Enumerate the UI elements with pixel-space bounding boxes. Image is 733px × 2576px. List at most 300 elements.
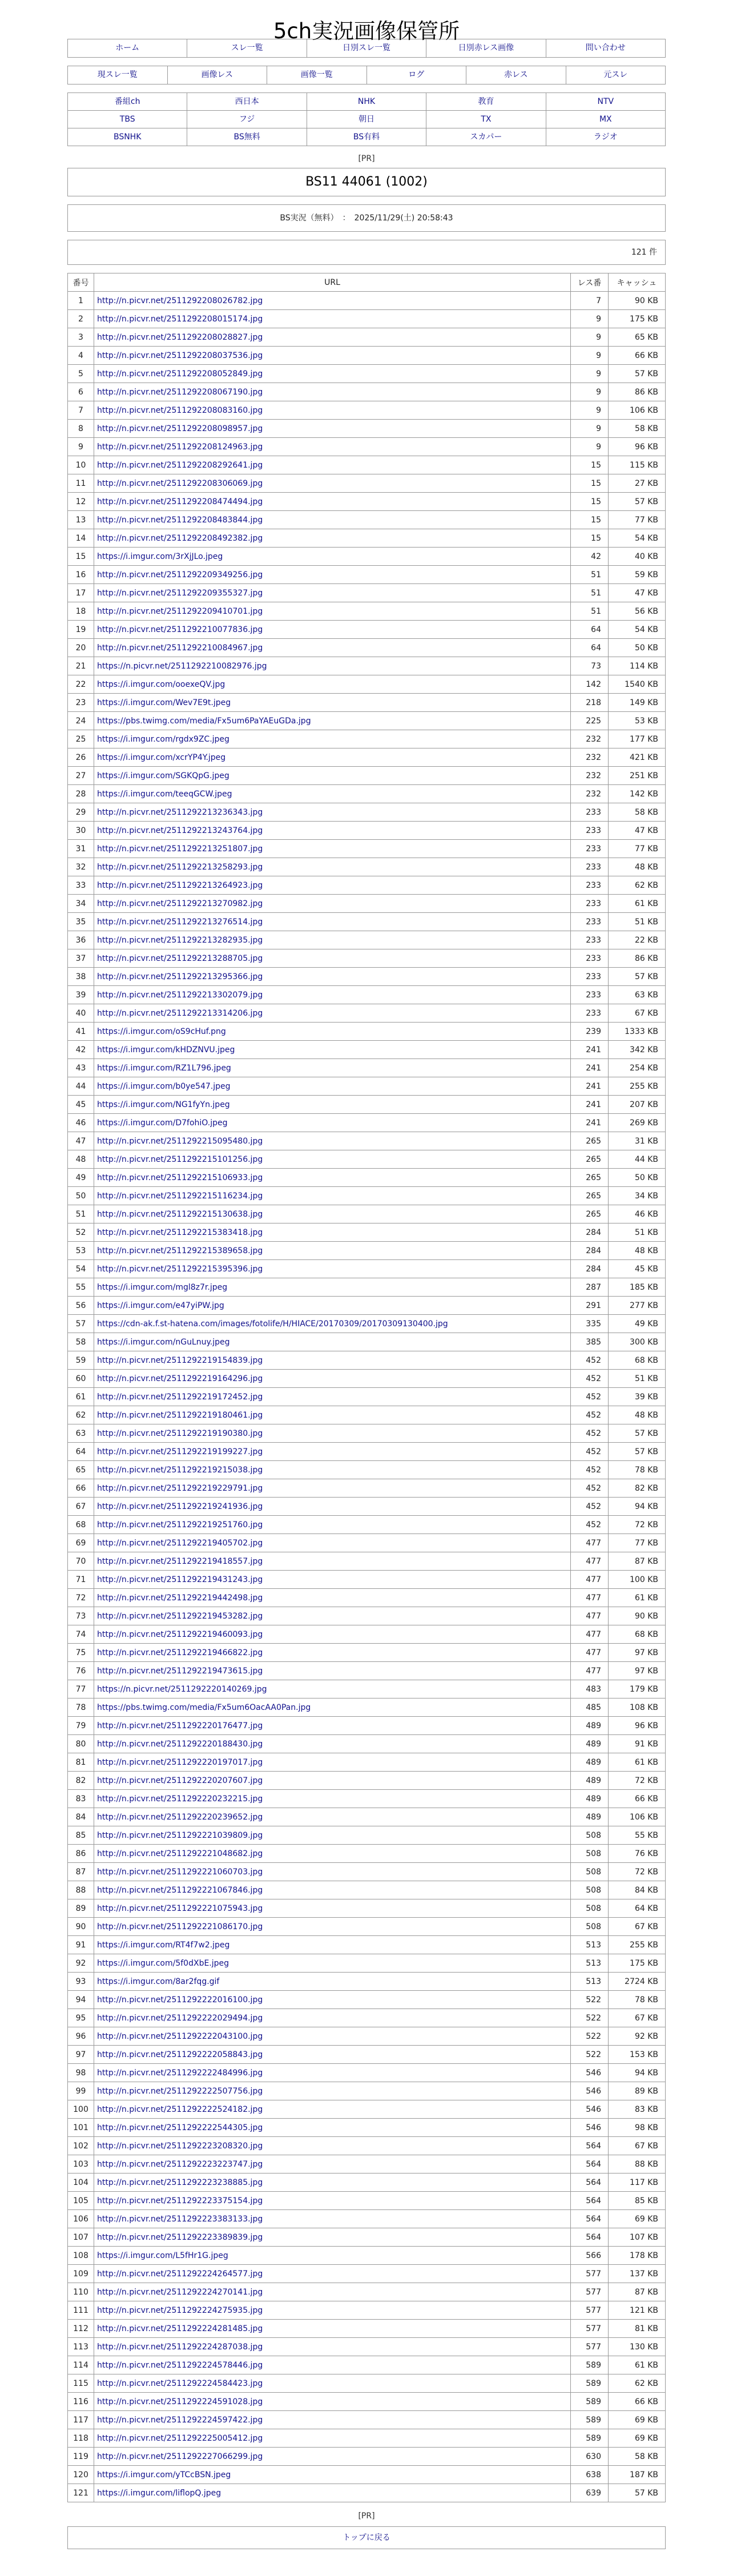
row-url-link[interactable]: http://n.picvr.net/2511292215383418.jpg [97, 1227, 263, 1237]
row-cache-size[interactable]: 88 KB [609, 2155, 666, 2174]
row-cache-size[interactable]: 72 KB [609, 1516, 666, 1534]
row-res-number[interactable]: 9 [571, 328, 609, 347]
row-url-link[interactable]: http://n.picvr.net/2511292219473615.jpg [97, 1666, 263, 1676]
row-url-link[interactable]: http://n.picvr.net/2511292208492382.jpg [97, 533, 263, 543]
row-cache-size[interactable]: 69 KB [609, 2429, 666, 2448]
row-url-link[interactable]: http://n.picvr.net/2511292224281485.jpg [97, 2324, 263, 2333]
row-res-number[interactable]: 522 [571, 1991, 609, 2009]
row-cache-size[interactable]: 65 KB [609, 328, 666, 347]
row-url-link[interactable]: https://cdn-ak.f.st-hatena.com/images/fotolife/H/HIACE/20170309/20170309130400.jpg [97, 1319, 448, 1329]
nav-home-link[interactable]: ホーム [68, 39, 187, 58]
row-res-number[interactable]: 232 [571, 785, 609, 803]
row-cache-size[interactable]: 63 KB [609, 986, 666, 1004]
row-res-number[interactable]: 452 [571, 1370, 609, 1388]
row-url-link[interactable]: http://n.picvr.net/2511292222484996.jpg [97, 2068, 263, 2078]
row-res-number[interactable]: 15 [571, 493, 609, 511]
row-res-number[interactable]: 522 [571, 2027, 609, 2046]
channel-link[interactable]: BS無料 [187, 128, 307, 146]
row-url-link[interactable]: http://n.picvr.net/2511292215106933.jpg [97, 1173, 263, 1182]
row-cache-size[interactable]: 1540 KB [609, 675, 666, 694]
row-cache-size[interactable]: 2724 KB [609, 1973, 666, 1991]
row-cache-size[interactable]: 86 KB [609, 949, 666, 968]
row-url-link[interactable]: http://n.picvr.net/2511292213251807.jpg [97, 844, 263, 854]
row-url-link[interactable]: http://n.picvr.net/2511292215116234.jpg [97, 1191, 263, 1201]
row-res-number[interactable]: 233 [571, 1004, 609, 1023]
row-url-link[interactable]: http://n.picvr.net/2511292220176477.jpg [97, 1721, 263, 1730]
row-cache-size[interactable]: 31 KB [609, 1132, 666, 1150]
row-res-number[interactable]: 9 [571, 401, 609, 420]
row-cache-size[interactable]: 77 KB [609, 840, 666, 858]
row-res-number[interactable]: 233 [571, 895, 609, 913]
row-res-number[interactable]: 564 [571, 2228, 609, 2247]
row-url-link[interactable]: http://n.picvr.net/2511292219164296.jpg [97, 1374, 263, 1383]
row-cache-size[interactable]: 130 KB [609, 2338, 666, 2356]
row-url-link[interactable]: http://n.picvr.net/2511292209410701.jpg [97, 606, 263, 616]
row-url-link[interactable]: http://n.picvr.net/2511292221075943.jpg [97, 1903, 263, 1913]
row-res-number[interactable]: 577 [571, 2338, 609, 2356]
row-cache-size[interactable]: 57 KB [609, 1424, 666, 1443]
row-res-number[interactable]: 265 [571, 1150, 609, 1169]
row-cache-size[interactable]: 82 KB [609, 1479, 666, 1498]
row-res-number[interactable]: 239 [571, 1023, 609, 1041]
row-cache-size[interactable]: 177 KB [609, 730, 666, 748]
row-url-link[interactable]: http://n.picvr.net/2511292225005412.jpg [97, 2433, 263, 2443]
row-cache-size[interactable]: 61 KB [609, 1589, 666, 1607]
row-res-number[interactable]: 564 [571, 2137, 609, 2155]
nav-daily-red-res-images-link[interactable]: 日別赤レス画像 [426, 39, 546, 58]
row-url-link[interactable]: https://pbs.twimg.com/media/Fx5um6PaYAEuGDa.jpg [97, 716, 311, 726]
row-url-link[interactable]: https://i.imgur.com/3rXjJLo.jpeg [97, 552, 223, 561]
row-url-link[interactable]: http://n.picvr.net/2511292208483844.jpg [97, 515, 263, 525]
row-res-number[interactable]: 508 [571, 1863, 609, 1881]
channel-link[interactable]: TX [426, 111, 546, 128]
nav-image-res-link[interactable]: 画像レス [168, 66, 268, 84]
row-cache-size[interactable]: 57 KB [609, 365, 666, 383]
row-url-link[interactable]: https://i.imgur.com/kHDZNVU.jpeg [97, 1045, 235, 1054]
row-res-number[interactable]: 335 [571, 1315, 609, 1333]
row-cache-size[interactable]: 46 KB [609, 1205, 666, 1223]
row-url-link[interactable]: http://n.picvr.net/2511292219442498.jpg [97, 1593, 263, 1603]
row-url-link[interactable]: http://n.picvr.net/2511292213258293.jpg [97, 862, 263, 872]
row-cache-size[interactable]: 34 KB [609, 1187, 666, 1205]
row-cache-size[interactable]: 149 KB [609, 694, 666, 712]
row-cache-size[interactable]: 87 KB [609, 1552, 666, 1571]
row-url-link[interactable]: http://n.picvr.net/2511292208306069.jpg [97, 478, 263, 488]
row-url-link[interactable]: https://i.imgur.com/nGuLnuy.jpeg [97, 1337, 230, 1347]
row-res-number[interactable]: 564 [571, 2155, 609, 2174]
channel-link[interactable]: 西日本 [187, 93, 307, 111]
row-url-link[interactable]: http://n.picvr.net/2511292215395396.jpg [97, 1264, 263, 1274]
row-url-link[interactable]: http://n.picvr.net/2511292224584423.jpg [97, 2378, 263, 2388]
row-res-number[interactable]: 42 [571, 548, 609, 566]
row-url-link[interactable]: http://n.picvr.net/2511292222544305.jpg [97, 2123, 263, 2132]
row-cache-size[interactable]: 58 KB [609, 803, 666, 822]
row-cache-size[interactable]: 178 KB [609, 2247, 666, 2265]
row-url-link[interactable]: http://n.picvr.net/2511292220197017.jpg [97, 1757, 263, 1767]
row-res-number[interactable]: 452 [571, 1406, 609, 1424]
row-cache-size[interactable]: 54 KB [609, 621, 666, 639]
row-cache-size[interactable]: 98 KB [609, 2119, 666, 2137]
row-cache-size[interactable]: 87 KB [609, 2283, 666, 2301]
row-cache-size[interactable]: 100 KB [609, 1571, 666, 1589]
row-url-link[interactable]: http://n.picvr.net/2511292219466822.jpg [97, 1648, 263, 1657]
row-cache-size[interactable]: 96 KB [609, 1717, 666, 1735]
row-res-number[interactable]: 513 [571, 1954, 609, 1973]
row-cache-size[interactable]: 68 KB [609, 1351, 666, 1370]
row-url-link[interactable]: http://n.picvr.net/2511292213270982.jpg [97, 899, 263, 908]
row-cache-size[interactable]: 179 KB [609, 1680, 666, 1698]
row-url-link[interactable]: http://n.picvr.net/2511292223389839.jpg [97, 2232, 263, 2242]
row-url-link[interactable]: http://n.picvr.net/2511292223383133.jpg [97, 2214, 263, 2224]
row-url-link[interactable]: https://i.imgur.com/rgdx9ZC.jpeg [97, 734, 229, 744]
row-res-number[interactable]: 233 [571, 949, 609, 968]
row-url-link[interactable]: https://i.imgur.com/5f0dXbE.jpeg [97, 1958, 229, 1968]
row-cache-size[interactable]: 81 KB [609, 2320, 666, 2338]
row-res-number[interactable]: 291 [571, 1297, 609, 1315]
row-url-link[interactable]: http://n.picvr.net/2511292221039809.jpg [97, 1830, 263, 1840]
row-cache-size[interactable]: 90 KB [609, 292, 666, 310]
row-cache-size[interactable]: 121 KB [609, 2301, 666, 2320]
row-cache-size[interactable]: 66 KB [609, 1790, 666, 1808]
row-url-link[interactable]: http://n.picvr.net/2511292219418557.jpg [97, 1556, 263, 1566]
nav-daily-thread-list-link[interactable]: 日別スレ一覧 [307, 39, 426, 58]
row-cache-size[interactable]: 22 KB [609, 931, 666, 949]
row-res-number[interactable]: 589 [571, 2356, 609, 2374]
row-res-number[interactable]: 233 [571, 822, 609, 840]
row-res-number[interactable]: 218 [571, 694, 609, 712]
row-url-link[interactable]: http://n.picvr.net/2511292224270141.jpg [97, 2287, 263, 2297]
row-url-link[interactable]: http://n.picvr.net/2511292219199227.jpg [97, 1447, 263, 1456]
row-res-number[interactable]: 452 [571, 1461, 609, 1479]
row-res-number[interactable]: 9 [571, 438, 609, 456]
row-url-link[interactable]: http://n.picvr.net/2511292219180461.jpg [97, 1410, 263, 1420]
row-res-number[interactable]: 9 [571, 383, 609, 401]
row-cache-size[interactable]: 255 KB [609, 1077, 666, 1096]
row-res-number[interactable]: 265 [571, 1205, 609, 1223]
row-cache-size[interactable]: 175 KB [609, 310, 666, 328]
row-url-link[interactable]: http://n.picvr.net/2511292221060703.jpg [97, 1867, 263, 1877]
row-res-number[interactable]: 287 [571, 1278, 609, 1297]
row-url-link[interactable]: http://n.picvr.net/2511292208124963.jpg [97, 442, 263, 452]
row-cache-size[interactable]: 64 KB [609, 1899, 666, 1918]
row-cache-size[interactable]: 67 KB [609, 1004, 666, 1023]
row-cache-size[interactable]: 106 KB [609, 1808, 666, 1826]
row-cache-size[interactable]: 107 KB [609, 2228, 666, 2247]
row-cache-size[interactable]: 58 KB [609, 420, 666, 438]
row-url-link[interactable]: http://n.picvr.net/2511292208098957.jpg [97, 424, 263, 433]
row-res-number[interactable]: 233 [571, 876, 609, 895]
row-cache-size[interactable]: 91 KB [609, 1735, 666, 1753]
row-cache-size[interactable]: 69 KB [609, 2210, 666, 2228]
row-cache-size[interactable]: 137 KB [609, 2265, 666, 2283]
row-url-link[interactable]: http://n.picvr.net/2511292222058843.jpg [97, 2050, 263, 2059]
row-cache-size[interactable]: 59 KB [609, 566, 666, 584]
row-url-link[interactable]: http://n.picvr.net/2511292210084967.jpg [97, 643, 263, 653]
row-url-link[interactable]: http://n.picvr.net/2511292220239652.jpg [97, 1812, 263, 1822]
row-url-link[interactable]: http://n.picvr.net/2511292209355327.jpg [97, 588, 263, 598]
row-url-link[interactable]: http://n.picvr.net/2511292224591028.jpg [97, 2397, 263, 2406]
nav-image-list-link[interactable]: 画像一覧 [267, 66, 367, 84]
row-url-link[interactable]: http://n.picvr.net/2511292208015174.jpg [97, 314, 263, 324]
row-cache-size[interactable]: 72 KB [609, 1863, 666, 1881]
row-cache-size[interactable]: 115 KB [609, 456, 666, 474]
row-cache-size[interactable]: 108 KB [609, 1698, 666, 1717]
row-res-number[interactable]: 452 [571, 1443, 609, 1461]
row-res-number[interactable]: 477 [571, 1607, 609, 1625]
row-res-number[interactable]: 225 [571, 712, 609, 730]
row-res-number[interactable]: 477 [571, 1625, 609, 1644]
row-url-link[interactable]: http://n.picvr.net/2511292213264923.jpg [97, 880, 263, 890]
row-url-link[interactable]: http://n.picvr.net/2511292213236343.jpg [97, 807, 263, 817]
row-cache-size[interactable]: 89 KB [609, 2082, 666, 2100]
channel-link[interactable]: MX [546, 111, 666, 128]
row-res-number[interactable]: 452 [571, 1498, 609, 1516]
row-res-number[interactable]: 232 [571, 730, 609, 748]
row-cache-size[interactable]: 76 KB [609, 1845, 666, 1863]
row-url-link[interactable]: https://i.imgur.com/RT4f7w2.jpeg [97, 1940, 230, 1950]
row-url-link[interactable]: http://n.picvr.net/2511292219172452.jpg [97, 1392, 263, 1402]
channel-link[interactable]: NHK [307, 93, 426, 111]
row-cache-size[interactable]: 78 KB [609, 1461, 666, 1479]
row-cache-size[interactable]: 106 KB [609, 401, 666, 420]
row-url-link[interactable]: http://n.picvr.net/2511292213288705.jpg [97, 953, 263, 963]
row-res-number[interactable]: 241 [571, 1114, 609, 1132]
channel-link[interactable]: 番組ch [68, 93, 187, 111]
row-url-link[interactable]: http://n.picvr.net/2511292223238885.jpg [97, 2177, 263, 2187]
row-res-number[interactable]: 477 [571, 1644, 609, 1662]
nav-log-link[interactable]: ログ [367, 66, 467, 84]
row-url-link[interactable]: http://n.picvr.net/2511292215101256.jpg [97, 1154, 263, 1164]
channel-link[interactable]: 朝日 [307, 111, 426, 128]
row-res-number[interactable]: 51 [571, 602, 609, 621]
row-url-link[interactable]: http://n.picvr.net/2511292215130638.jpg [97, 1209, 263, 1219]
row-url-link[interactable]: https://i.imgur.com/teeqGCW.jpeg [97, 789, 232, 799]
row-cache-size[interactable]: 57 KB [609, 968, 666, 986]
row-res-number[interactable]: 513 [571, 1973, 609, 1991]
row-cache-size[interactable]: 68 KB [609, 1625, 666, 1644]
nav-original-thread-link[interactable]: 元スレ [566, 66, 666, 84]
row-cache-size[interactable]: 47 KB [609, 822, 666, 840]
row-res-number[interactable]: 577 [571, 2265, 609, 2283]
row-cache-size[interactable]: 94 KB [609, 1498, 666, 1516]
row-res-number[interactable]: 639 [571, 2484, 609, 2502]
row-url-link[interactable]: http://n.picvr.net/2511292220232215.jpg [97, 1794, 263, 1804]
row-res-number[interactable]: 638 [571, 2466, 609, 2484]
row-url-link[interactable]: http://n.picvr.net/2511292208028827.jpg [97, 332, 263, 342]
row-cache-size[interactable]: 96 KB [609, 438, 666, 456]
row-cache-size[interactable]: 153 KB [609, 2046, 666, 2064]
row-cache-size[interactable]: 114 KB [609, 657, 666, 675]
row-res-number[interactable]: 51 [571, 584, 609, 602]
row-cache-size[interactable]: 67 KB [609, 1918, 666, 1936]
row-res-number[interactable]: 15 [571, 529, 609, 548]
row-url-link[interactable]: http://n.picvr.net/2511292210077836.jpg [97, 625, 263, 634]
row-url-link[interactable]: http://n.picvr.net/2511292208292641.jpg [97, 460, 263, 470]
row-cache-size[interactable]: 50 KB [609, 639, 666, 657]
row-url-link[interactable]: http://n.picvr.net/2511292208037536.jpg [97, 351, 263, 360]
row-url-link[interactable]: http://n.picvr.net/2511292219215038.jpg [97, 1465, 263, 1475]
row-cache-size[interactable]: 58 KB [609, 2448, 666, 2466]
row-cache-size[interactable]: 254 KB [609, 1059, 666, 1077]
row-cache-size[interactable]: 57 KB [609, 1443, 666, 1461]
row-url-link[interactable]: http://n.picvr.net/2511292208474494.jpg [97, 497, 263, 506]
row-cache-size[interactable]: 92 KB [609, 2027, 666, 2046]
row-cache-size[interactable]: 48 KB [609, 1406, 666, 1424]
row-url-link[interactable]: http://n.picvr.net/2511292208083160.jpg [97, 405, 263, 415]
row-res-number[interactable]: 15 [571, 511, 609, 529]
row-url-link[interactable]: http://n.picvr.net/2511292209349256.jpg [97, 570, 263, 579]
row-url-link[interactable]: http://n.picvr.net/2511292222016100.jpg [97, 1995, 263, 2005]
row-url-link[interactable]: http://n.picvr.net/2511292221067846.jpg [97, 1885, 263, 1895]
row-res-number[interactable]: 233 [571, 858, 609, 876]
row-res-number[interactable]: 477 [571, 1552, 609, 1571]
row-url-link[interactable]: http://n.picvr.net/2511292219453282.jpg [97, 1611, 263, 1621]
row-url-link[interactable]: http://n.picvr.net/2511292220188430.jpg [97, 1739, 263, 1749]
row-res-number[interactable]: 284 [571, 1260, 609, 1278]
row-url-link[interactable]: http://n.picvr.net/2511292219251760.jpg [97, 1520, 263, 1530]
row-res-number[interactable]: 15 [571, 456, 609, 474]
row-url-link[interactable]: https://i.imgur.com/8ar2fqg.gif [97, 1977, 220, 1986]
row-url-link[interactable]: https://n.picvr.net/2511292220140269.jpg [97, 1684, 267, 1694]
row-res-number[interactable]: 513 [571, 1936, 609, 1954]
row-url-link[interactable]: http://n.picvr.net/2511292227066299.jpg [97, 2452, 263, 2461]
row-url-link[interactable]: http://n.picvr.net/2511292213295366.jpg [97, 972, 263, 981]
nav-thread-list-link[interactable]: スレ一覧 [187, 39, 307, 58]
row-url-link[interactable]: https://i.imgur.com/Wev7E9t.jpeg [97, 698, 231, 707]
row-url-link[interactable]: https://i.imgur.com/e47yiPW.jpg [97, 1301, 224, 1310]
row-res-number[interactable]: 241 [571, 1096, 609, 1114]
row-res-number[interactable]: 522 [571, 2046, 609, 2064]
row-res-number[interactable]: 546 [571, 2064, 609, 2082]
row-url-link[interactable]: http://n.picvr.net/2511292222507756.jpg [97, 2086, 263, 2096]
channel-link[interactable]: BS有料 [307, 128, 426, 146]
row-cache-size[interactable]: 142 KB [609, 785, 666, 803]
row-cache-size[interactable]: 67 KB [609, 2137, 666, 2155]
row-res-number[interactable]: 489 [571, 1735, 609, 1753]
row-res-number[interactable]: 577 [571, 2301, 609, 2320]
row-url-link[interactable]: http://n.picvr.net/2511292208067190.jpg [97, 387, 263, 397]
row-url-link[interactable]: https://i.imgur.com/L5fHr1G.jpeg [97, 2251, 228, 2260]
row-cache-size[interactable]: 84 KB [609, 1881, 666, 1899]
row-cache-size[interactable]: 69 KB [609, 2411, 666, 2429]
row-cache-size[interactable]: 207 KB [609, 1096, 666, 1114]
row-res-number[interactable]: 589 [571, 2411, 609, 2429]
row-cache-size[interactable]: 255 KB [609, 1936, 666, 1954]
row-cache-size[interactable]: 44 KB [609, 1150, 666, 1169]
row-res-number[interactable]: 265 [571, 1187, 609, 1205]
nav-contact-link[interactable]: 問い合わせ [546, 39, 666, 58]
row-cache-size[interactable]: 66 KB [609, 2393, 666, 2411]
row-res-number[interactable]: 233 [571, 986, 609, 1004]
row-url-link[interactable]: https://i.imgur.com/liflopQ.jpeg [97, 2488, 221, 2498]
row-url-link[interactable]: http://n.picvr.net/2511292224578446.jpg [97, 2360, 263, 2370]
row-url-link[interactable]: http://n.picvr.net/2511292213282935.jpg [97, 935, 263, 945]
row-url-link[interactable]: https://i.imgur.com/xcrYP4Y.jpeg [97, 752, 226, 762]
channel-link[interactable]: フジ [187, 111, 307, 128]
row-url-link[interactable]: http://n.picvr.net/2511292223208320.jpg [97, 2141, 263, 2151]
row-url-link[interactable]: http://n.picvr.net/2511292220207607.jpg [97, 1776, 263, 1785]
row-res-number[interactable]: 233 [571, 968, 609, 986]
row-url-link[interactable]: https://i.imgur.com/SGKQpG.jpeg [97, 771, 229, 780]
row-cache-size[interactable]: 51 KB [609, 913, 666, 931]
row-cache-size[interactable]: 50 KB [609, 1169, 666, 1187]
row-url-link[interactable]: http://n.picvr.net/2511292213276514.jpg [97, 917, 263, 927]
row-url-link[interactable]: https://i.imgur.com/ooexeQV.jpg [97, 679, 225, 689]
row-cache-size[interactable]: 61 KB [609, 895, 666, 913]
row-cache-size[interactable]: 51 KB [609, 1223, 666, 1242]
row-res-number[interactable]: 522 [571, 2009, 609, 2027]
row-res-number[interactable]: 232 [571, 748, 609, 767]
row-res-number[interactable]: 508 [571, 1881, 609, 1899]
row-url-link[interactable]: http://n.picvr.net/2511292219405702.jpg [97, 1538, 263, 1548]
row-url-link[interactable]: http://n.picvr.net/2511292219154839.jpg [97, 1355, 263, 1365]
row-url-link[interactable]: https://i.imgur.com/NG1fyYn.jpeg [97, 1100, 230, 1109]
row-url-link[interactable]: https://i.imgur.com/oS9cHuf.png [97, 1027, 226, 1036]
row-cache-size[interactable]: 85 KB [609, 2192, 666, 2210]
row-url-link[interactable]: http://n.picvr.net/2511292224597422.jpg [97, 2415, 263, 2425]
row-res-number[interactable]: 452 [571, 1388, 609, 1406]
row-url-link[interactable]: http://n.picvr.net/2511292219229791.jpg [97, 1483, 263, 1493]
row-res-number[interactable]: 489 [571, 1772, 609, 1790]
row-cache-size[interactable]: 77 KB [609, 1534, 666, 1552]
row-res-number[interactable]: 232 [571, 767, 609, 785]
row-cache-size[interactable]: 48 KB [609, 1242, 666, 1260]
row-url-link[interactable]: http://n.picvr.net/2511292213314206.jpg [97, 1008, 263, 1018]
row-url-link[interactable]: https://i.imgur.com/mgl8z7r.jpeg [97, 1282, 228, 1292]
row-res-number[interactable]: 241 [571, 1059, 609, 1077]
row-cache-size[interactable]: 90 KB [609, 1607, 666, 1625]
row-res-number[interactable]: 233 [571, 913, 609, 931]
nav-current-threads-link[interactable]: 現スレ一覧 [68, 66, 168, 84]
channel-link[interactable]: スカパー [426, 128, 546, 146]
row-res-number[interactable]: 477 [571, 1571, 609, 1589]
row-res-number[interactable]: 630 [571, 2448, 609, 2466]
row-res-number[interactable]: 64 [571, 621, 609, 639]
row-res-number[interactable]: 477 [571, 1534, 609, 1552]
row-url-link[interactable]: http://n.picvr.net/2511292208052849.jpg [97, 369, 263, 379]
row-cache-size[interactable]: 185 KB [609, 1278, 666, 1297]
row-cache-size[interactable]: 97 KB [609, 1644, 666, 1662]
row-url-link[interactable]: http://n.picvr.net/2511292224287038.jpg [97, 2342, 263, 2352]
row-res-number[interactable]: 508 [571, 1845, 609, 1863]
row-cache-size[interactable]: 187 KB [609, 2466, 666, 2484]
channel-link[interactable]: 教育 [426, 93, 546, 111]
row-url-link[interactable]: http://n.picvr.net/2511292213243764.jpg [97, 826, 263, 835]
row-res-number[interactable]: 452 [571, 1479, 609, 1498]
row-res-number[interactable]: 566 [571, 2247, 609, 2265]
row-res-number[interactable]: 546 [571, 2119, 609, 2137]
row-res-number[interactable]: 452 [571, 1516, 609, 1534]
row-res-number[interactable]: 452 [571, 1424, 609, 1443]
row-cache-size[interactable]: 83 KB [609, 2100, 666, 2119]
row-res-number[interactable]: 9 [571, 365, 609, 383]
row-url-link[interactable]: http://n.picvr.net/2511292222043100.jpg [97, 2031, 263, 2041]
row-url-link[interactable]: https://i.imgur.com/yTCcBSN.jpeg [97, 2470, 231, 2480]
row-url-link[interactable]: http://n.picvr.net/2511292213302079.jpg [97, 990, 263, 1000]
channel-link[interactable]: NTV [546, 93, 666, 111]
row-res-number[interactable]: 546 [571, 2100, 609, 2119]
row-res-number[interactable]: 265 [571, 1169, 609, 1187]
row-url-link[interactable]: http://n.picvr.net/2511292221086170.jpg [97, 1922, 263, 1931]
row-res-number[interactable]: 241 [571, 1041, 609, 1059]
row-cache-size[interactable]: 51 KB [609, 1370, 666, 1388]
row-cache-size[interactable]: 55 KB [609, 1826, 666, 1845]
row-url-link[interactable]: http://n.picvr.net/2511292215389658.jpg [97, 1246, 263, 1255]
row-cache-size[interactable]: 269 KB [609, 1114, 666, 1132]
row-res-number[interactable]: 489 [571, 1753, 609, 1772]
row-cache-size[interactable]: 56 KB [609, 602, 666, 621]
row-url-link[interactable]: http://n.picvr.net/2511292224275935.jpg [97, 2305, 263, 2315]
